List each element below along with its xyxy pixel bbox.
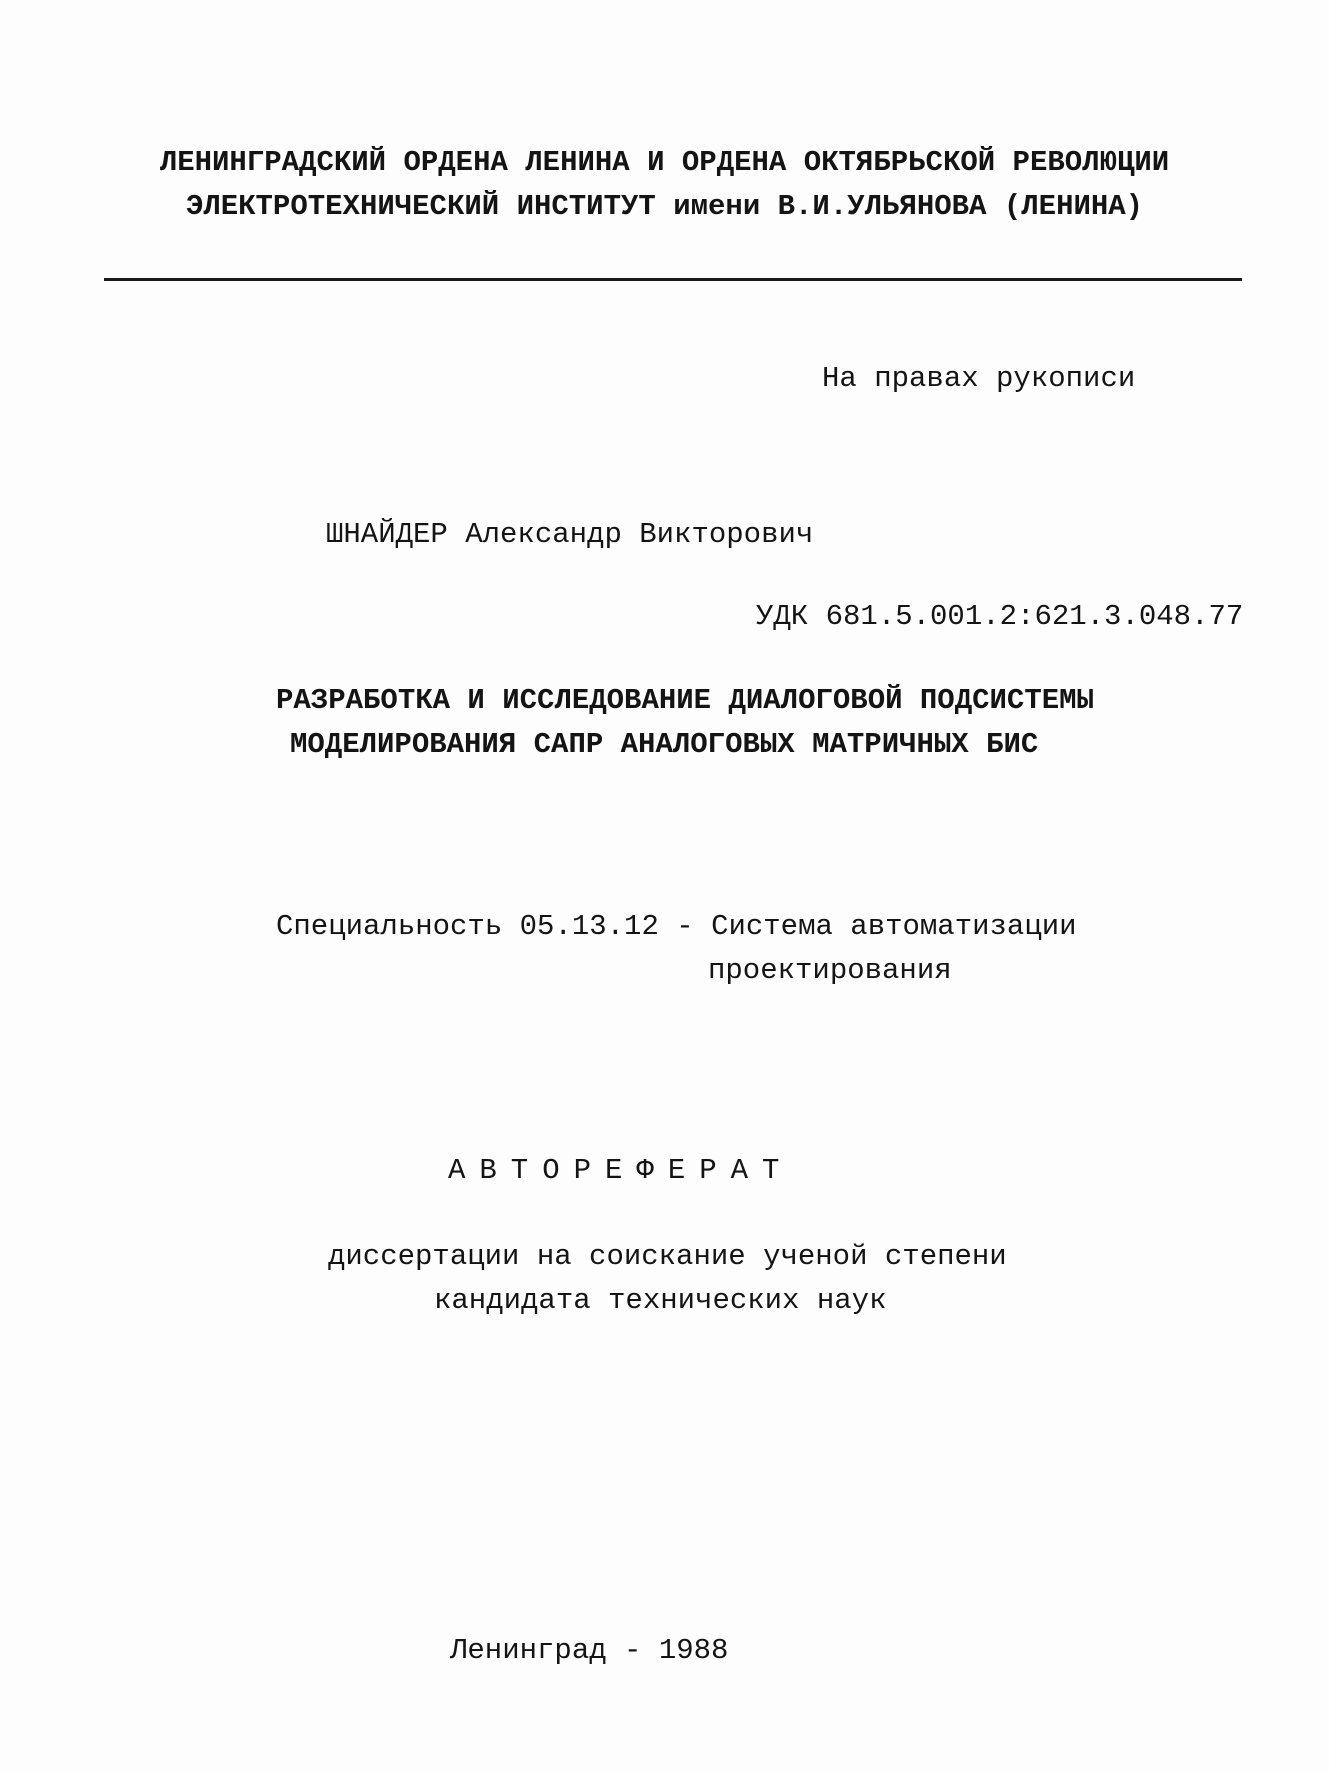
specialty-line-1: Специальность 05.13.12 - Система автоматизации	[276, 910, 1077, 943]
header-divider	[104, 278, 1242, 281]
udk-code: УДК 681.5.001.2:621.3.048.77	[756, 600, 1244, 633]
institution-line-2: ЭЛЕКТРОТЕХНИЧЕСКИЙ ИНСТИТУТ имени В.И.УЛЬЯНОВА (ЛЕНИНА)	[185, 190, 1144, 223]
degree-line-1: диссертации на соискание ученой степени	[328, 1240, 1007, 1273]
institution-line-1: ЛЕНИНГРАДСКИЙ ОРДЕНА ЛЕНИНА И ОРДЕНА ОКТЯБРЬСКОЙ РЕВОЛЮЦИИ	[159, 146, 1170, 179]
title-line-1: РАЗРАБОТКА И ИССЛЕДОВАНИЕ ДИАЛОГОВОЙ ПОДСИСТЕМЫ	[276, 684, 1094, 717]
manuscript-note: На правах рукописи	[822, 362, 1136, 395]
place-and-year: Ленинград - 1988	[450, 1634, 729, 1667]
title-line-2: МОДЕЛИРОВАНИЯ САПР АНАЛОГОВЫХ МАТРИЧНЫХ БИС	[290, 728, 1039, 761]
specialty-line-2: проектирования	[708, 954, 952, 987]
author-name: ШНАЙДЕР Александр Викторович	[326, 518, 814, 551]
degree-line-2: кандидата технических наук	[434, 1284, 887, 1317]
document-type: АВТОРЕФЕРАТ	[448, 1154, 794, 1187]
